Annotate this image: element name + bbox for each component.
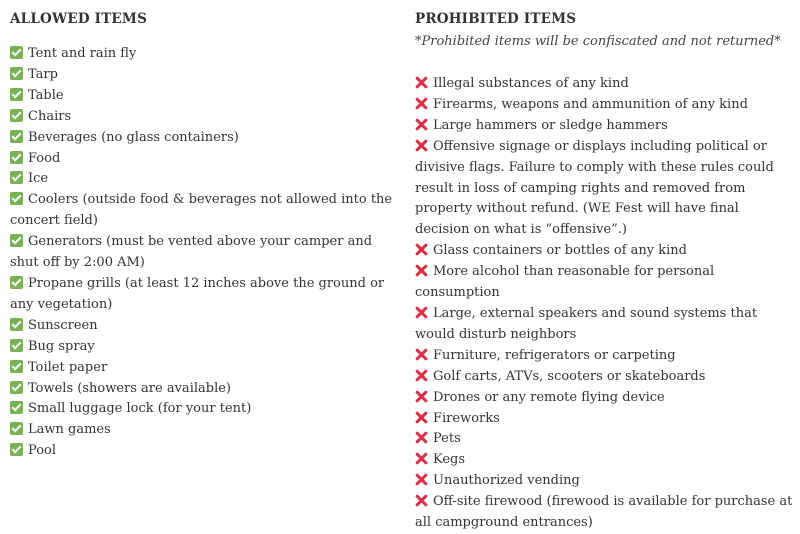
check-mark-icon [10,67,23,80]
list-item-text: Beverages (no glass containers) [28,129,239,145]
list-item [415,346,795,367]
list-item [415,367,795,388]
check-mark-icon [10,360,23,373]
list-item-text: Lawn games [28,422,111,438]
list-item [10,232,395,274]
check-mark-icon [10,422,23,435]
list-item-text: Drones or any remote flying device [433,389,665,405]
list-item-text: Off-site firewood (firewood is available for purchase at all campground entrances) [415,494,793,531]
list-item-text: Glass containers or bottles of any kind [433,243,687,259]
list-item [415,450,795,471]
list-item [10,441,395,462]
list-item [10,379,395,400]
list-item-text: Unauthorized vending [433,473,580,489]
list-item-text: Kegs [433,452,466,468]
list-item [415,492,795,534]
list-item [10,358,395,379]
check-mark-icon [10,46,23,59]
cross-mark-icon [415,264,428,277]
allowed-items-section [10,9,395,462]
check-mark-icon [10,88,23,101]
list-item-text: Sunscreen [28,317,98,333]
list-item [10,169,395,190]
list-item [415,388,795,409]
list-item-text: Generators (must be vented above your camper and shut off by 2:00 AM) [10,234,373,271]
list-item [415,409,795,430]
list-item-text: Towels (showers are available) [28,380,231,396]
check-mark-icon [10,401,23,414]
list-item-text: Tarp [28,66,58,82]
list-item-text: Pool [28,443,57,459]
list-item-text: Table [28,87,64,103]
list-item-text: Pets [433,431,461,447]
check-mark-icon [10,339,23,352]
list-item [415,137,795,242]
list-item [10,190,395,232]
list-item [10,399,395,420]
list-item-text: Offensive signage or displays including political or divisive flags. Failure to comply with these rules could result in loss of camping rights and removed from property without refund. (WE Fest will have final decision on what is “offensive”.) [415,138,774,238]
cross-mark-icon [415,97,428,110]
list-item [10,274,395,316]
prohibited-items-note: *Prohibited items will be confiscated and not returned* [415,34,781,49]
check-mark-icon [10,276,23,289]
list-item-text: Illegal substances of any kind [433,76,629,91]
list-item [10,128,395,149]
cross-mark-icon [415,411,428,424]
list-item [415,429,795,450]
check-mark-icon [10,443,23,456]
check-mark-icon [10,318,23,331]
list-item-text: Coolers (outside food & beverages not allowed into the concert field) [10,192,393,229]
list-item [415,116,795,137]
list-item-text: Large hammers or sledge hammers [433,117,668,133]
list-item-text: Food [28,150,61,166]
list-item [10,420,395,441]
list-item [10,107,395,128]
list-item-text: Tent and rain fly [28,46,137,61]
list-item [415,262,795,304]
list-item [415,304,795,346]
allowed-items-heading: ALLOWED ITEMS [10,11,148,27]
list-item [10,65,395,86]
cross-mark-icon [415,348,428,361]
list-item [415,74,795,95]
list-item [10,337,395,358]
cross-mark-icon [415,243,428,256]
cross-mark-icon [415,369,428,382]
cross-mark-icon [415,390,428,403]
cross-mark-icon [415,494,428,507]
prohibited-items-heading: PROHIBITED ITEMS [415,11,577,27]
list-item [415,471,795,492]
prohibited-items-list [415,74,795,534]
list-item [415,95,795,116]
list-item-text: Firearms, weapons and ammunition of any kind [433,96,748,112]
allowed-items-list [10,44,395,462]
list-item [10,86,395,107]
list-item-text: Propane grills (at least 12 inches above the ground or any vegetation) [10,275,385,312]
check-mark-icon [10,171,23,184]
list-item-text: Ice [28,171,49,187]
cross-mark-icon [415,306,428,319]
check-mark-icon [10,130,23,143]
list-item [10,316,395,337]
check-mark-icon [10,151,23,164]
list-item [10,149,395,170]
cross-mark-icon [415,452,428,465]
list-item-text: Chairs [28,108,72,124]
list-item-text: More alcohol than reasonable for personal consumption [415,264,715,301]
cross-mark-icon [415,431,428,444]
cross-mark-icon [415,118,428,131]
cross-mark-icon [415,139,428,152]
list-item-text: Fireworks [433,410,500,426]
check-mark-icon [10,192,23,205]
check-mark-icon [10,381,23,394]
prohibited-items-section [415,9,795,534]
list-item-text: Toilet paper [28,359,108,375]
list-item-text: Furniture, refrigerators or carpeting [433,347,676,363]
cross-mark-icon [415,473,428,486]
check-mark-icon [10,109,23,122]
list-item-text: Bug spray [28,338,95,354]
check-mark-icon [10,234,23,247]
list-item-text: Small luggage lock (for your tent) [28,401,252,417]
list-item-text: Large, external speakers and sound systems that would disturb neighbors [415,305,758,342]
list-item-text: Golf carts, ATVs, scooters or skateboards [433,368,706,384]
cross-mark-icon [415,76,428,89]
list-item [10,44,395,65]
list-item [415,241,795,262]
